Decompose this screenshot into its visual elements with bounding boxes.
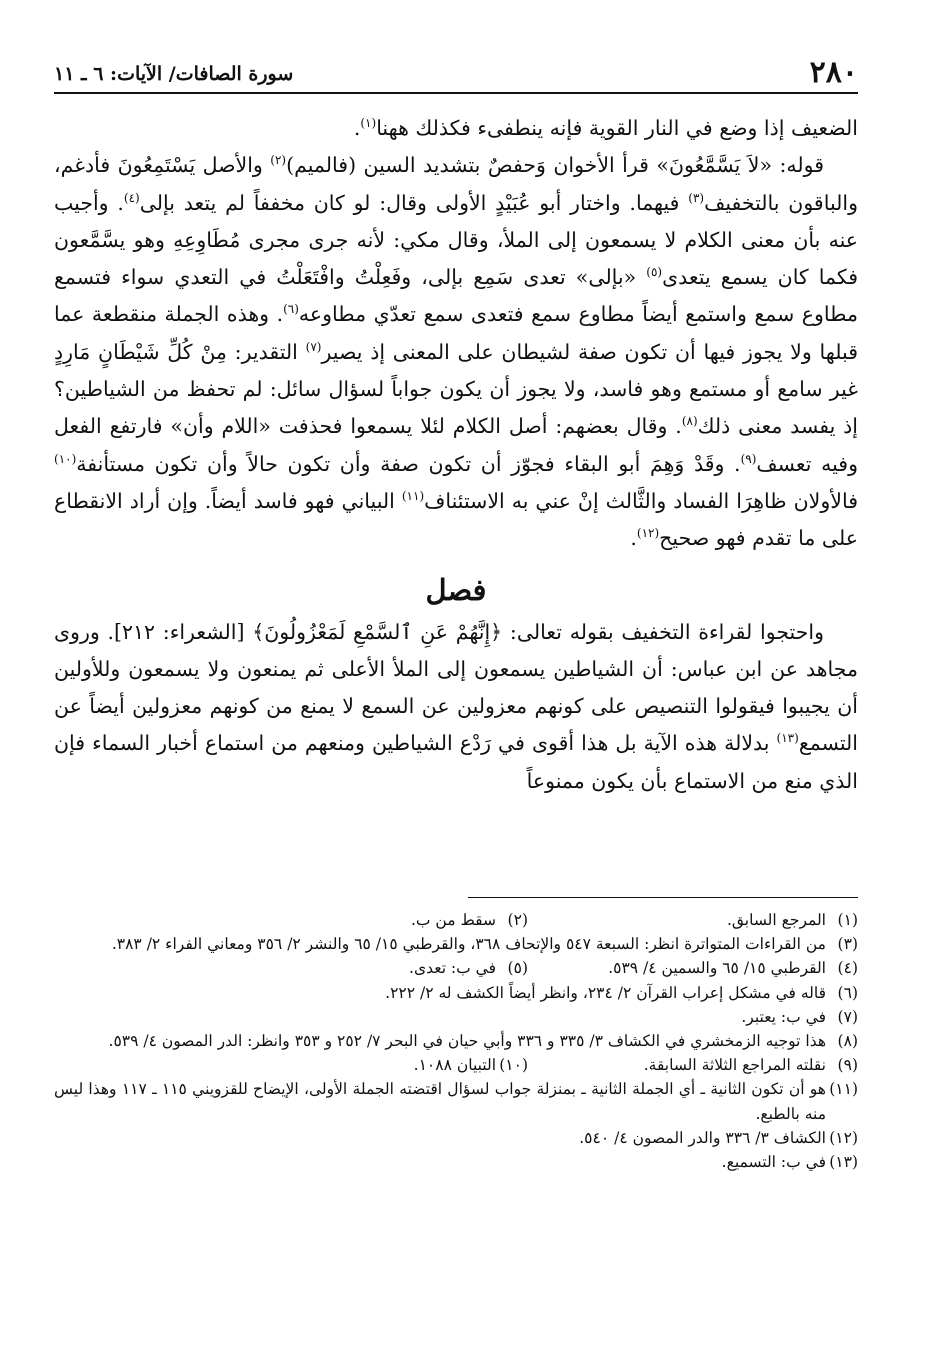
footnote-5: في ب: تعدى.: [409, 959, 496, 978]
footnote-row: (٨) هذا توجيه الزمخشري في الكشاف ٣/ ٣٣٥ و ٣٣٦ وأبي حيان في البحر ٧/ ٢٥٢ و ٣٥٣ وانظر: الدر المصون ٤/ ٥٣٩.: [54, 1029, 858, 1053]
footnote-2: سقط من ب.: [410, 911, 496, 929]
footnote-13: في ب: التسميع.: [721, 1153, 826, 1172]
footnote-row: (٤) القرطبي ١٥/ ٦٥ والسمين ٤/ ٥٣٩. (٥) في ب: تعدى.: [54, 956, 858, 980]
footnote-row: (١) المرجع السابق. (٢) سقط من ب.: [54, 908, 858, 932]
section-heading: فصل: [425, 572, 487, 607]
footnote-ref: (٨): [681, 414, 698, 429]
footnote-4: القرطبي ١٥/ ٦٥ والسمين ٤/ ٥٣٩.: [608, 959, 826, 978]
main-text: [54, 110, 858, 800]
footnote-7: في ب: يعتبر.: [741, 1007, 826, 1026]
footnote-row: (٣) من القراءات المتواترة انظر: السبعة ٥٤٧ والإتحاف ٣٦٨، والقرطبي ١٥/ ٦٥ والنشر ٢/ ٣٥٦ ومعاني الفراء ٢/ ٣٨٣.: [54, 932, 858, 956]
paragraph-2: قوله: «لاَ يَسَّمَّعُونَ» قرأ الأخوان وَحفصٌ بتشديد السين (فالميم)$^{(٢)}$ والأصل يَسْتَمِعُونَ فأدغم، والباقون بالتخفيف$^{(٣)}$ فيهما. واختار أبو عُبَيْدٍ الأولى وقال: لو كان مخففاً لم يتعد بإلى$^{(٤)}$. وأجيب عنه بأن معنى الكلام لا يسمعون إلى الملأ، وقال مكي: لأنه جرى مجرى مُطَاوِعِهِ وهو يسَّمَّعون فكما كان يسمع يتعدى$^{(٥)}$ «بإلى» تعدى سَمِع بإلى، وفَعِلْتُ وافْتَعَلْتُ في التعدي سواء فتسمع مطاوع سمع واستمع أيضاً مطاوع سمع فتعدى سمع تعدّي مطاوعه$^{(٦)}$. وهذه الجملة منقطعة عما قبلها ولا يجوز فيها أن تكون صفة لشيطان على المعنى إذ يصير$^{(٧)}$ التقدير: مِنْ كُلِّ شَيْطَانٍ مَارِدٍ غير سامع أو مستمع وهو فاسد، ولا يجوز أن يكون جواباً لسؤال سائل: لم تحفظ من الشياطين؟ إذ يفسد معنى ذلك$^{(٨)}$. وقال بعضهم: أصل الكلام لئلا يسمعوا فحذفت «اللام وأن» فارتفع الفعل وفيه تعسف$^{(٩)}$. وقَدْ وَهِمَ أبو البقاء فجوّز أن تكون صفة وأن تكون حالاً وأن تكون مستأنفة$^{(١٠)}$ فالأولان ظاهِرَا الفساد والثَّالث إنْ عني به الاستئناف$^{(١١)}$ البياني فهو فاسد أيضاً. وإن أراد الانقطاع على ما تقدم فهو صحيح$^{(١٢)}$.: [54, 153, 859, 551]
footnote-1: المرجع السابق.: [726, 911, 826, 929]
running-title: سورة الصافات/ الآيات: ٦ ـ ١١: [54, 63, 294, 85]
footnote-8: هذا توجيه الزمخشري في الكشاف ٣/ ٣٣٥ و ٣٣٦ وأبي حيان في البحر ٧/ ٢٥٢ و ٣٥٣ وانظر: الدر المصون ٤/ ٥٣٩.: [108, 1032, 826, 1051]
footnote-9: نقلته المراجع الثلاثة السابقة.: [643, 1056, 826, 1075]
footnote-ref: (٦): [283, 302, 299, 317]
footnotes: [54, 908, 858, 1174]
footnote-6: قاله في مشكل إعراب القرآن ٢/ ٢٣٤، وانظر أيضاً الكشف له ٢/ ٢٢٢.: [385, 983, 826, 1002]
footnote-12: الكشاف ٣/ ٣٣٦ والدر المصون ٤/ ٥٤٠.: [579, 1128, 826, 1147]
footnote-separator: [468, 897, 858, 898]
footnote-10: التبيان ١٠٨٨.: [413, 1056, 496, 1075]
footnote-row: (١٢) الكشاف ٣/ ٣٣٦ والدر المصون ٤/ ٥٤٠.: [54, 1126, 858, 1150]
footnote-ref: (٩): [740, 451, 757, 466]
footnote-11: هو أن تكون الثانية ـ أي الجملة الثانية ـ بمنزلة جواب لسؤال اقتضته الجملة الأولى، الإيضاح للقزويني ١١٥ ـ ١١٧ وهذا ليس منه بالطبع.: [54, 1080, 826, 1123]
footnote-ref: (٣): [688, 190, 705, 205]
footnote-ref: (١٣): [776, 731, 799, 746]
footnote-ref: (٤): [123, 190, 140, 205]
page-header: [54, 52, 858, 94]
footnote-row: (٩) نقلته المراجع الثلاثة السابقة. (١٠) التبيان ١٠٨٨.: [54, 1053, 858, 1077]
footnote-ref: (١١): [401, 489, 425, 504]
footnote-ref: (١٢): [636, 526, 660, 541]
footnote-ref: (١٠): [54, 451, 77, 466]
footnote-ref: (٥): [646, 265, 663, 280]
footnote-ref: (١): [360, 116, 377, 131]
footnote-row: (١٣) في ب: التسميع.: [54, 1150, 858, 1174]
paragraph-1: الضعيف إذا وضع في النار القوية فإنه ينطفىء فكذلك ههنا$^{(١)}$.: [353, 116, 858, 140]
page-number: ٢٨٠: [809, 55, 858, 90]
footnote-row: (١١) هو أن تكون الثانية ـ أي الجملة الثانية ـ بمنزلة جواب لسؤال اقتضته الجملة الأولى، الإيضاح للقزويني ١١٥ ـ ١١٧ وهذا ليس منه بالطبع.: [54, 1077, 858, 1125]
paragraph-3: واحتجوا لقراءة التخفيف بقوله تعالى: ﴿إِنَّهُمْ عَنِ ٱلسَّمْعِ لَمَعْزُولُونَ﴾ [الشعراء: ٢١٢]. وروى مجاهد عن ابن عباس: أن الشياطين يسمعون إلى الملأ الأعلى ثم يمنعون ولا يسمعون وللأولين أن يجيبوا فيقولوا التنصيص على كونهم معزولين عن السمع لا يمنع من كونهم معزولين أيضاً عن التسمع$^{(١٣)}$ بدلالة هذه الآية بل هذا أقوى في رَدْع الشياطين ومنعهم من استماع أخبار السماء فإن الذي منع من الاستماع بأن يكون ممنوعاً: [54, 619, 858, 793]
footnote-ref: (٧): [305, 339, 322, 354]
footnote-ref: (٢): [270, 153, 287, 168]
footnote-3: من القراءات المتواترة انظر: السبعة ٥٤٧ والإتحاف ٣٦٨، والقرطبي ١٥/ ٦٥ والنشر ٢/ ٣٥٦ ومعاني الفراء ٢/ ٣٨٣.: [111, 935, 826, 954]
footnote-row: (٦) قاله في مشكل إعراب القرآن ٢/ ٢٣٤، وانظر أيضاً الكشف له ٢/ ٢٢٢.: [54, 981, 858, 1005]
footnote-row: (٧) في ب: يعتبر.: [54, 1005, 858, 1029]
